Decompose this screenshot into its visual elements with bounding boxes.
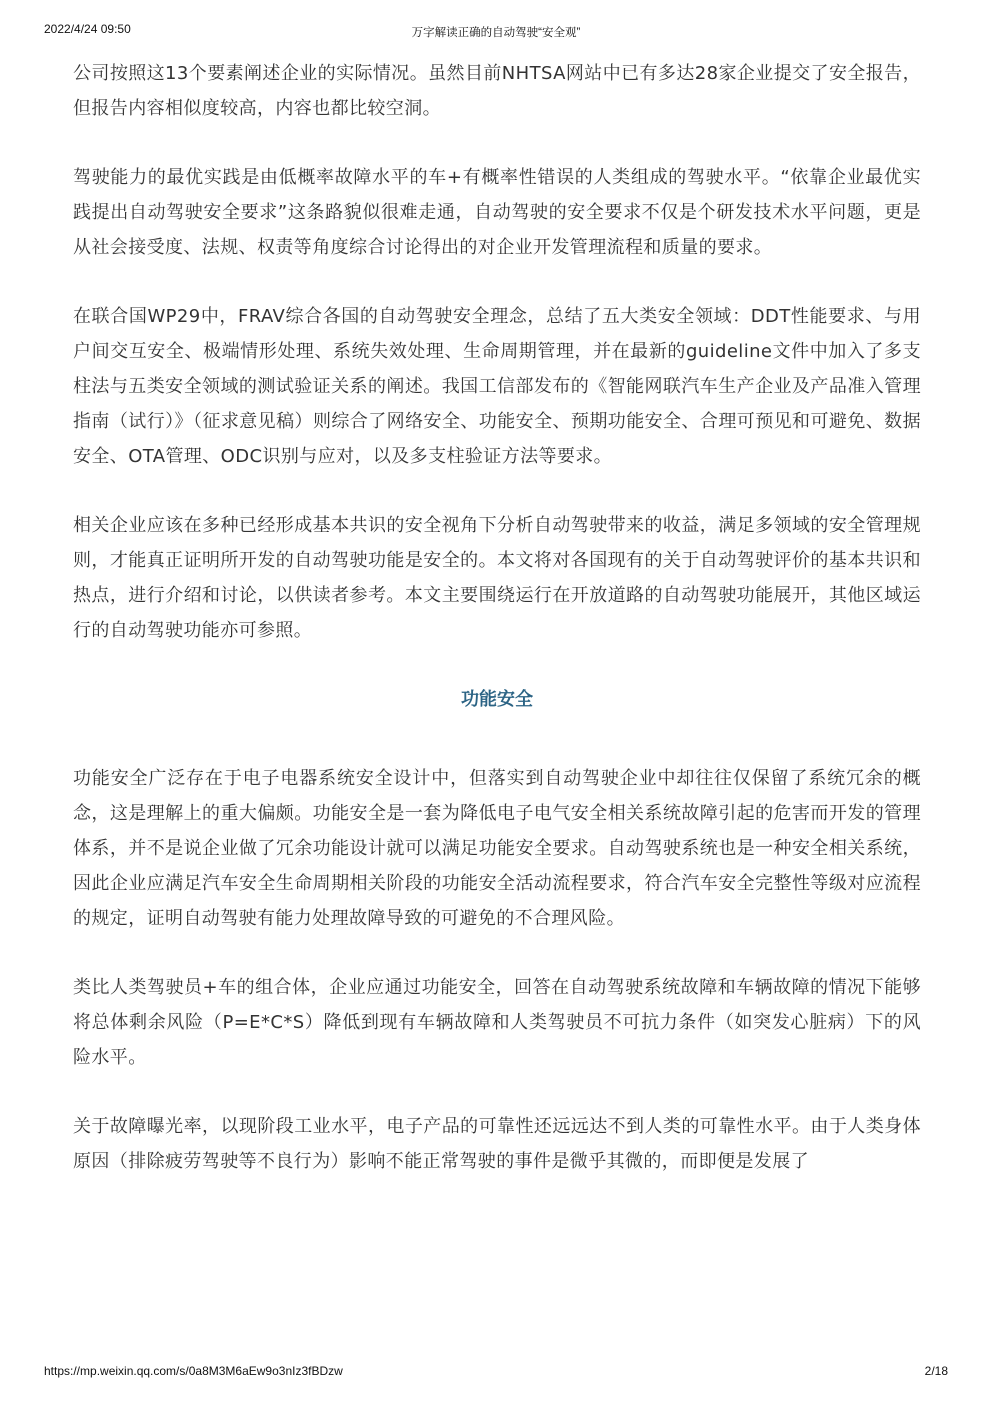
article-paragraph: 驾驶能力的最优实践是由低概率故障水平的车+有概率性错误的人类组成的驾驶水平。“依靠企业最优实践提出自动驾驶安全要求”这条路貌似很难走通，自动驾驶的安全要求不仅是个研发技术水平问题，更是从社会接受度、法规、权责等角度综合讨论得出的对企业开发管理流程和质量的要求。: [73, 167, 921, 258]
article-content: [73, 56, 921, 1213]
article-paragraph: 关于故障曝光率，以现阶段工业水平，电子产品的可靠性还远远达不到人类的可靠性水平。由于人类身体原因（排除疲劳驾驶等不良行为）影响不能正常驾驶的事件是微乎其微的，而即便是发展了: [73, 1116, 921, 1172]
print-datetime: 2022/4/24 09:50: [44, 22, 131, 36]
print-page-title: 万字解读正确的自动驾驶“安全观”: [411, 27, 581, 39]
article-paragraph: 相关企业应该在多种已经形成基本共识的安全视角下分析自动驾驶带来的收益，满足多领域的安全管理规则，才能真正证明所开发的自动驾驶功能是安全的。本文将对各国现有的关于自动驾驶评价的基本共识和热点，进行介绍和讨论，以供读者参考。本文主要围绕运行在开放道路的自动驾驶功能展开，其他区域运行的自动驾驶功能亦可参照。: [73, 515, 921, 641]
section-heading: 功能安全: [461, 689, 533, 710]
article-paragraph: 在联合国WP29中，FRAV综合各国的自动驾驶安全理念，总结了五大类安全领域：DDT性能要求、与用户间交互安全、极端情形处理、系统失效处理、生命周期管理，并在最新的guideline文件中加入了多支柱法与五类安全领域的测试验证关系的阐述。我国工信部发布的《智能网联汽车生产企业及产品准入管理指南（试行）》（征求意见稿）则综合了网络安全、功能安全、预期功能安全、合理可预见和可避免、数据安全、OTA管理、ODC识别与应对，以及多支柱验证方法等要求。: [73, 306, 921, 467]
source-url: https://mp.weixin.qq.com/s/0a8M3M6aEw9o3nIz3fBDzw: [44, 1364, 343, 1378]
article-paragraph: 公司按照这13个要素阐述企业的实际情况。虽然目前NHTSA网站中已有多达28家企业提交了安全报告，但报告内容相似度较高，内容也都比较空洞。: [73, 63, 921, 119]
print-header: [0, 22, 992, 42]
article-paragraph: 功能安全广泛存在于电子电器系统安全设计中，但落实到自动驾驶企业中却往往仅保留了系统冗余的概念，这是理解上的重大偏颇。功能安全是一套为降低电子电气安全相关系统故障引起的危害而开发的管理体系，并不是说企业做了冗余功能设计就可以满足功能安全要求。自动驾驶系统也是一种安全相关系统，因此企业应满足汽车安全生命周期相关阶段的功能安全活动流程要求，符合汽车安全完整性等级对应流程的规定，证明自动驾驶有能力处理故障导致的可避免的不合理风险。: [73, 768, 921, 929]
page-number: 2/18: [924, 1364, 948, 1378]
article-paragraph: 类比人类驾驶员+车的组合体，企业应通过功能安全，回答在自动驾驶系统故障和车辆故障的情况下能够将总体剩余风险（P=E*C*S）降低到现有车辆故障和人类驾驶员不可抗力条件（如突发心脏病）下的风险水平。: [73, 977, 921, 1068]
print-footer: [0, 1364, 992, 1384]
